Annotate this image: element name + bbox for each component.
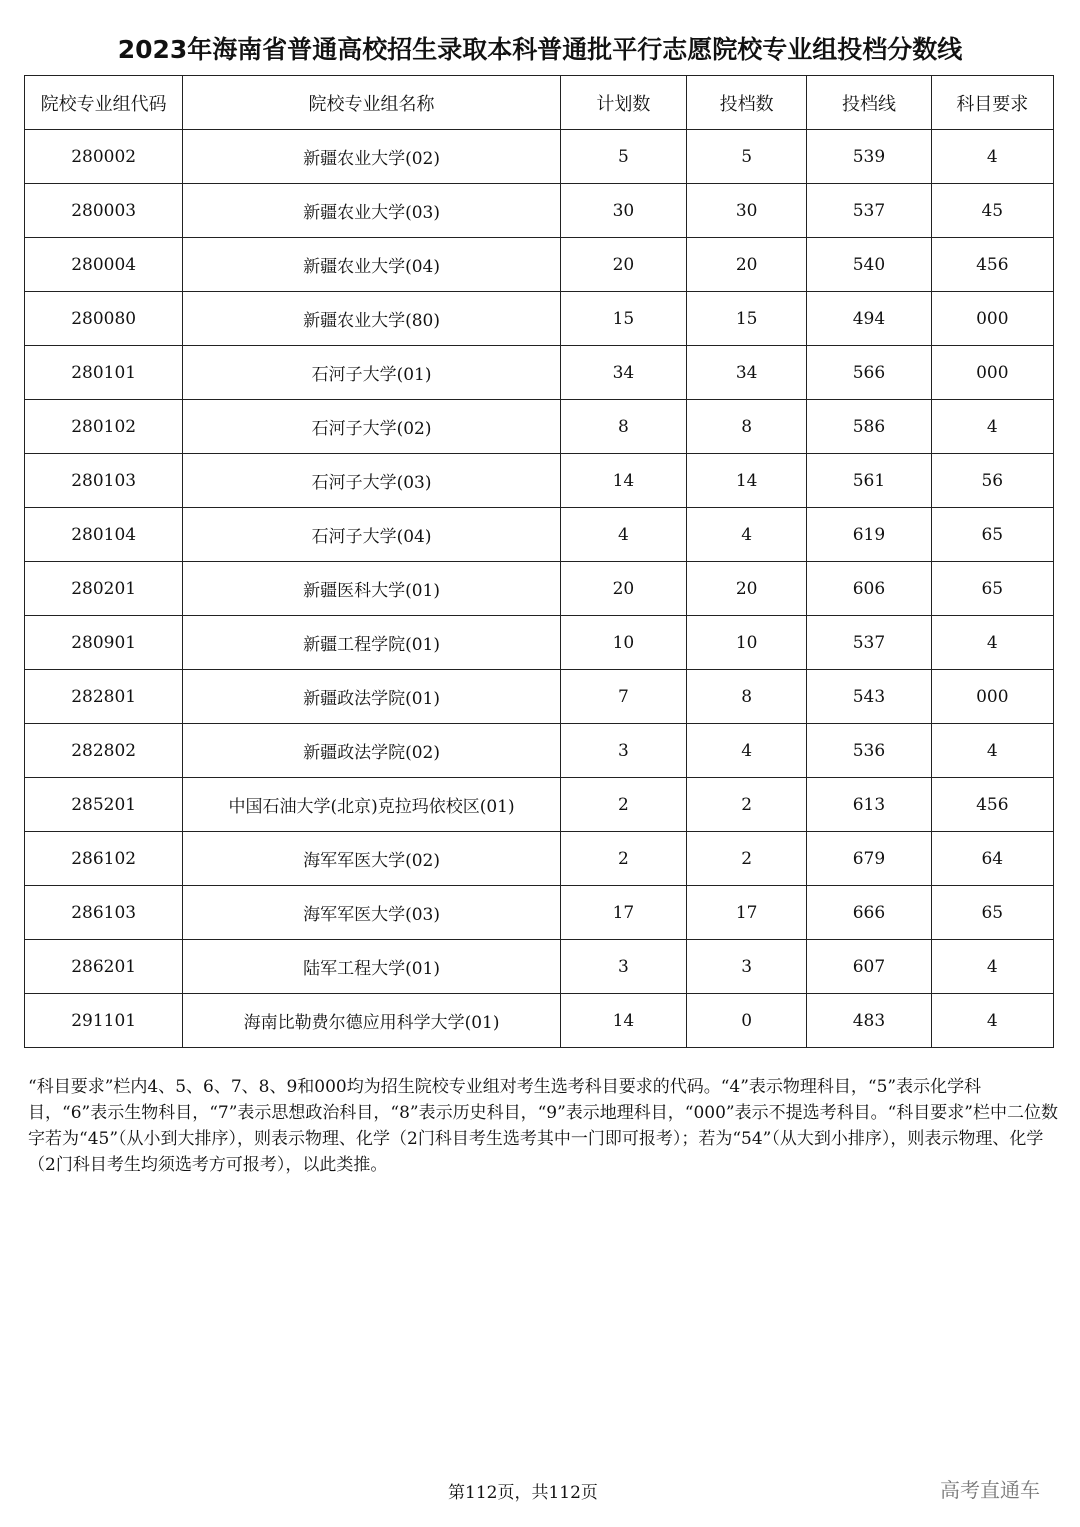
table-cell: 8 <box>560 400 686 454</box>
table-cell: 286103 <box>25 886 183 940</box>
table-row <box>25 994 1054 1048</box>
table-cell: 34 <box>560 346 686 400</box>
column-header: 院校专业组名称 <box>183 76 560 130</box>
table-cell: 536 <box>807 724 931 778</box>
table-cell: 291101 <box>25 994 183 1048</box>
table-row <box>25 454 1054 508</box>
table-cell: 537 <box>807 184 931 238</box>
table-cell: 海军军医大学(03) <box>183 886 560 940</box>
table-cell: 4 <box>687 724 807 778</box>
table-cell: 10 <box>560 616 686 670</box>
table-cell: 14 <box>560 454 686 508</box>
table-cell: 17 <box>560 886 686 940</box>
column-header: 科目要求 <box>931 76 1053 130</box>
table-row <box>25 184 1054 238</box>
table-cell: 4 <box>931 994 1053 1048</box>
table-cell: 4 <box>560 508 686 562</box>
table-cell: 537 <box>807 616 931 670</box>
column-header: 投档线 <box>807 76 931 130</box>
table-row <box>25 724 1054 778</box>
table-cell: 65 <box>931 562 1053 616</box>
table-cell: 7 <box>560 670 686 724</box>
table-cell: 3 <box>560 724 686 778</box>
table-cell: 陆军工程大学(01) <box>183 940 560 994</box>
table-row <box>25 778 1054 832</box>
table-cell: 280101 <box>25 346 183 400</box>
table-cell: 30 <box>687 184 807 238</box>
table-cell: 石河子大学(02) <box>183 400 560 454</box>
page-number: 第112页，共112页 <box>448 1483 598 1503</box>
watermark: 高考直通车 <box>940 1478 1040 1502</box>
table-cell: 海南比勒费尔德应用科学大学(01) <box>183 994 560 1048</box>
table-cell: 280004 <box>25 238 183 292</box>
table-cell: 石河子大学(01) <box>183 346 560 400</box>
table-row <box>25 886 1054 940</box>
table-cell: 282802 <box>25 724 183 778</box>
table-cell: 新疆农业大学(04) <box>183 238 560 292</box>
table-row <box>25 292 1054 346</box>
column-header: 投档数 <box>687 76 807 130</box>
table-cell: 14 <box>687 454 807 508</box>
footnote: “科目要求”栏内4、5、6、7、8、9和000均为招生院校专业组对考生选考科目要求的代码。“4”表示物理科目，“5”表示化学科目，“6”表示生物科目，“7”表示思想政治科目，“8”表示历史科目，“9”表示地理科目，“000”表示不提选考科目。“科目要求”栏中二位数字若为“45”（从小到大排序），则表示物理、化学（2门科目考生选考其中一门即可报考）；若为“54”（从大到小排序），则表示物理、化学（2门科目考生均须选考方可报考），以此类推。 <box>28 1077 1059 1175</box>
table-cell: 20 <box>560 562 686 616</box>
table-cell: 3 <box>560 940 686 994</box>
table-cell: 280201 <box>25 562 183 616</box>
table-cell: 65 <box>931 508 1053 562</box>
score-table <box>24 75 1054 1048</box>
table-cell: 4 <box>931 130 1053 184</box>
table-cell: 14 <box>560 994 686 1048</box>
table-cell: 280003 <box>25 184 183 238</box>
table-cell: 20 <box>687 562 807 616</box>
table-cell: 285201 <box>25 778 183 832</box>
table-cell: 561 <box>807 454 931 508</box>
table-cell: 280104 <box>25 508 183 562</box>
table-cell: 34 <box>687 346 807 400</box>
table-cell: 483 <box>807 994 931 1048</box>
table-cell: 17 <box>687 886 807 940</box>
table-row <box>25 940 1054 994</box>
table-cell: 000 <box>931 346 1053 400</box>
table-cell: 280901 <box>25 616 183 670</box>
table-cell: 3 <box>687 940 807 994</box>
table-cell: 4 <box>931 616 1053 670</box>
table-row <box>25 238 1054 292</box>
table-cell: 新疆农业大学(80) <box>183 292 560 346</box>
table-cell: 586 <box>807 400 931 454</box>
table-cell: 新疆政法学院(01) <box>183 670 560 724</box>
table-cell: 新疆政法学院(02) <box>183 724 560 778</box>
table-cell: 64 <box>931 832 1053 886</box>
table-cell: 2 <box>687 778 807 832</box>
table-cell: 海军军医大学(02) <box>183 832 560 886</box>
table-cell: 0 <box>687 994 807 1048</box>
table-cell: 606 <box>807 562 931 616</box>
table-row <box>25 400 1054 454</box>
table-cell: 中国石油大学(北京)克拉玛依校区(01) <box>183 778 560 832</box>
table-cell: 石河子大学(04) <box>183 508 560 562</box>
table-cell: 5 <box>687 130 807 184</box>
table-cell: 286102 <box>25 832 183 886</box>
table-cell: 20 <box>560 238 686 292</box>
table-cell: 20 <box>687 238 807 292</box>
table-cell: 613 <box>807 778 931 832</box>
table-row <box>25 562 1054 616</box>
table-cell: 4 <box>931 400 1053 454</box>
table-row <box>25 346 1054 400</box>
table-row <box>25 508 1054 562</box>
table-cell: 4 <box>931 724 1053 778</box>
table-cell: 8 <box>687 400 807 454</box>
table-cell: 280102 <box>25 400 183 454</box>
table-cell: 56 <box>931 454 1053 508</box>
table-row <box>25 832 1054 886</box>
table-cell: 494 <box>807 292 931 346</box>
table-cell: 280080 <box>25 292 183 346</box>
table-cell: 2 <box>560 778 686 832</box>
table-cell: 539 <box>807 130 931 184</box>
table-cell: 280002 <box>25 130 183 184</box>
table-cell: 2 <box>560 832 686 886</box>
table-cell: 10 <box>687 616 807 670</box>
table-cell: 456 <box>931 778 1053 832</box>
table-cell: 2 <box>687 832 807 886</box>
table-cell: 607 <box>807 940 931 994</box>
table-cell: 30 <box>560 184 686 238</box>
table-row <box>25 670 1054 724</box>
column-header: 院校专业组代码 <box>25 76 183 130</box>
table-cell: 新疆农业大学(02) <box>183 130 560 184</box>
page-title: 2023年海南省普通高校招生录取本科普通批平行志愿院校专业组投档分数线 <box>117 35 963 64</box>
table-cell: 456 <box>931 238 1053 292</box>
table-cell: 000 <box>931 292 1053 346</box>
table-cell: 15 <box>560 292 686 346</box>
table-cell: 新疆医科大学(01) <box>183 562 560 616</box>
table-header-row <box>25 76 1054 130</box>
table-cell: 566 <box>807 346 931 400</box>
table-cell: 543 <box>807 670 931 724</box>
table-cell: 280103 <box>25 454 183 508</box>
table-cell: 石河子大学(03) <box>183 454 560 508</box>
table-cell: 4 <box>687 508 807 562</box>
table-cell: 619 <box>807 508 931 562</box>
table-cell: 15 <box>687 292 807 346</box>
table-cell: 新疆工程学院(01) <box>183 616 560 670</box>
table-cell: 4 <box>931 940 1053 994</box>
table-cell: 000 <box>931 670 1053 724</box>
table-cell: 8 <box>687 670 807 724</box>
table-cell: 5 <box>560 130 686 184</box>
table-cell: 540 <box>807 238 931 292</box>
table-row <box>25 616 1054 670</box>
table-cell: 新疆农业大学(03) <box>183 184 560 238</box>
table-row <box>25 130 1054 184</box>
table-cell: 282801 <box>25 670 183 724</box>
table-cell: 65 <box>931 886 1053 940</box>
table-cell: 679 <box>807 832 931 886</box>
table-cell: 286201 <box>25 940 183 994</box>
table-cell: 45 <box>931 184 1053 238</box>
column-header: 计划数 <box>560 76 686 130</box>
table-cell: 666 <box>807 886 931 940</box>
